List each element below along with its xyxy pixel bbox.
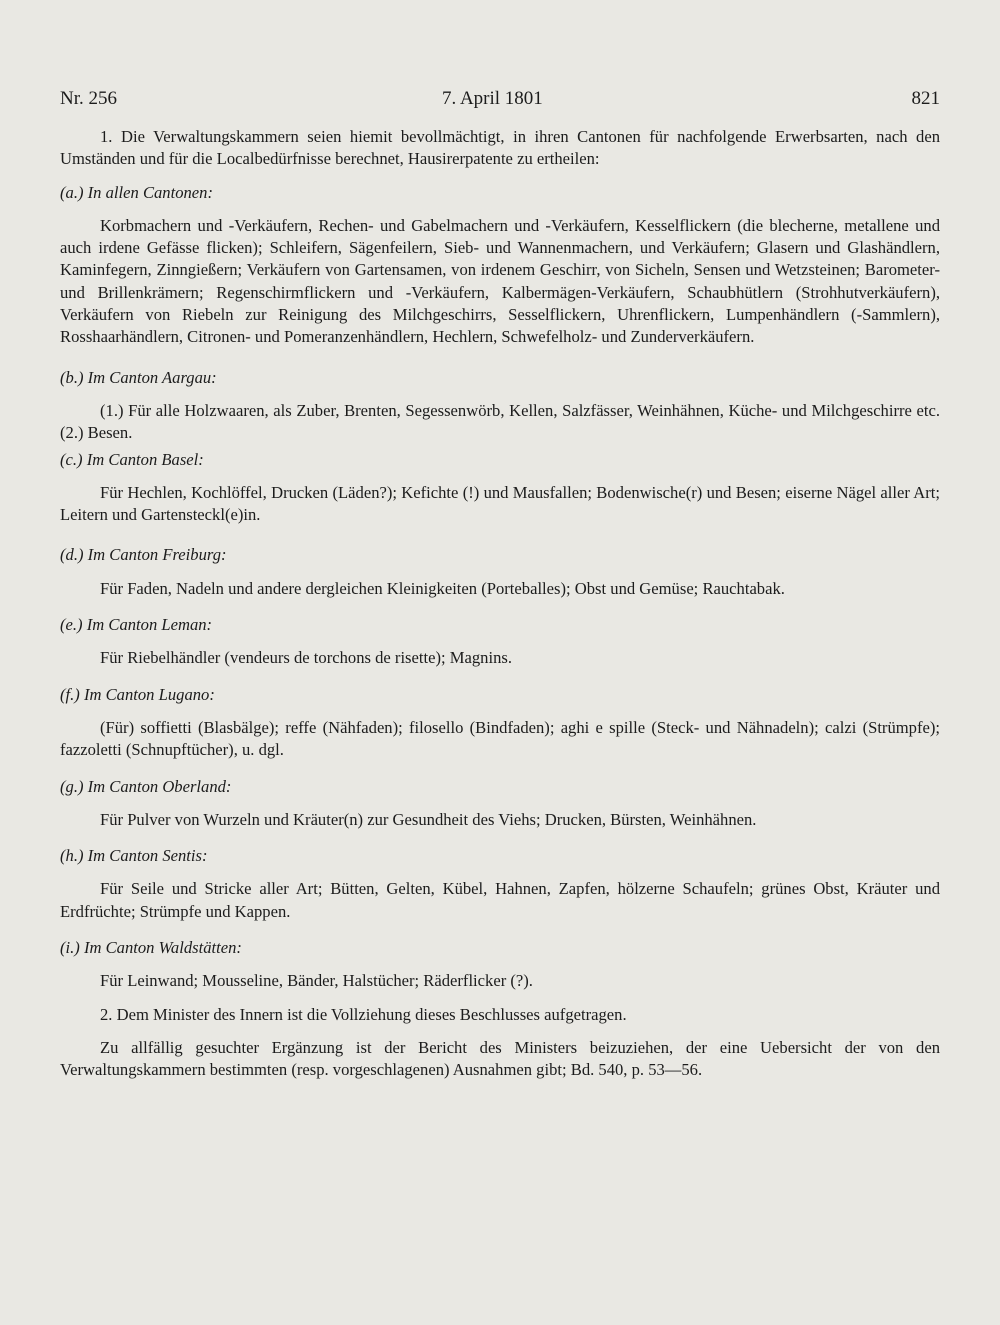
section-text-d: Für Faden, Nadeln und andere dergleichen Kleinigkeiten (Porteballes); Obst und Gemüse; Rauchtabak. xyxy=(100,578,785,598)
section-heading-c: (c.) Im Canton Basel: xyxy=(60,449,204,469)
document-body xyxy=(60,126,940,1082)
section-heading-h: (h.) Im Canton Sentis: xyxy=(60,846,208,866)
closing-paragraph-1: 2. Dem Minister des Innern ist die Vollziehung dieses Beschlusses aufgetragen. xyxy=(100,1004,627,1024)
section-heading-e: (e.) Im Canton Leman: xyxy=(60,615,213,635)
intro-paragraph: 1. Die Verwaltungskammern seien hiemit bevollmächtigt, in ihren Cantonen für nachfolgende Erwerbsarten, nach den Umständen und für die Localbedürfnisse berechnet, Hausirerpatente zu ertheilen: xyxy=(60,127,940,169)
section-text-g: Für Pulver von Wurzeln und Kräuter(n) zur Gesundheit des Viehs; Drucken, Bürsten, Weinhähnen. xyxy=(100,809,757,829)
section-heading-d: (d.) Im Canton Freiburg: xyxy=(60,545,227,565)
section-text-h: Für Seile und Stricke aller Art; Bütten, Gelten, Kübel, Hahnen, Zapfen, hölzerne Schaufeln; grünes Obst, Kräuter und Erdfrüchte; Strümpfe und Kappen. xyxy=(60,879,940,921)
section-heading-a: (a.) In allen Cantonen: xyxy=(60,182,213,202)
section-text-i: Für Leinwand; Mousseline, Bänder, Halstücher; Räderflicker (?). xyxy=(100,971,533,991)
section-text-c: Für Hechlen, Kochlöffel, Drucken (Läden?); Kefichte (!) und Mausfallen; Bodenwische(r) und Besen; eiserne Nägel aller Art; Leitern und Gartensteckl(e)in. xyxy=(60,482,940,525)
section-text-f: (Für) soffietti (Blasbälge); reffe (Nähfaden); filosello (Bindfaden); aghi e spille (Steck- und Nähnadeln); calzi (Strümpfe); fazzoletti (Schnupftücher), u. dgl. xyxy=(60,717,940,760)
section-text-a: Korbmachern und -Verkäufern, Rechen- und Gabelmachern und -Verkäufern, Kesselflickern (die blecherne, metallene und auch irdene Gefässe flicken); Schleifern, Sägenfeilern, Sieb- und Wannenmachern, und Verkäufern; Glasern und Glashändlern, Kaminfegern, Zinngießern; Verkäufern von Gartensamen, von irdenem Geschirr, von Sicheln, Sensen und Wetzsteinen; Barometer- und Brillenkrämern; Regenschirmflickern und -Verkäufern, Kalbermägen-Verkäufern, Schaubhütlern (Strohhutverkäufern), Verkäufern von Riebeln zur Reinigung des Milchgeschirrs, Sesselflickern, Uhrenflickern, Lumpenhändlern (-Sammlern), Rosshaarhändlern, Citronen- und Pomeranzenhändlern, Hechlern, Schwefelholz- und Zunderverkäufern. xyxy=(60,215,940,347)
section-text-b: (1.) Für alle Holzwaaren, als Zuber, Brenten, Segessenwörb, Kellen, Salzfässer, Weinhähnen, Küche- und Milchgeschirre etc. (2.) Besen. xyxy=(60,400,940,443)
document-number: Nr. 256 xyxy=(60,88,117,109)
closing-paragraph-2: Zu allfällig gesuchter Ergänzung ist der Bericht des Ministers beizuziehen, der eine Uebersicht der von den Verwaltungskammern bestimmten (resp. vorgeschlagenen) Ausnahmen gibt; Bd. 540, p. 53—56. xyxy=(60,1037,940,1080)
section-heading-g: (g.) Im Canton Oberland: xyxy=(60,776,232,796)
page-header xyxy=(60,88,940,116)
document-date: 7. April 1801 xyxy=(442,88,543,109)
page-number: 821 xyxy=(911,88,940,109)
section-heading-b: (b.) Im Canton Aargau: xyxy=(60,367,217,387)
section-heading-f: (f.) Im Canton Lugano: xyxy=(60,684,215,704)
section-heading-i: (i.) Im Canton Waldstätten: xyxy=(60,938,242,958)
section-text-e: Für Riebelhändler (vendeurs de torchons de risette); Magnins. xyxy=(100,648,512,668)
